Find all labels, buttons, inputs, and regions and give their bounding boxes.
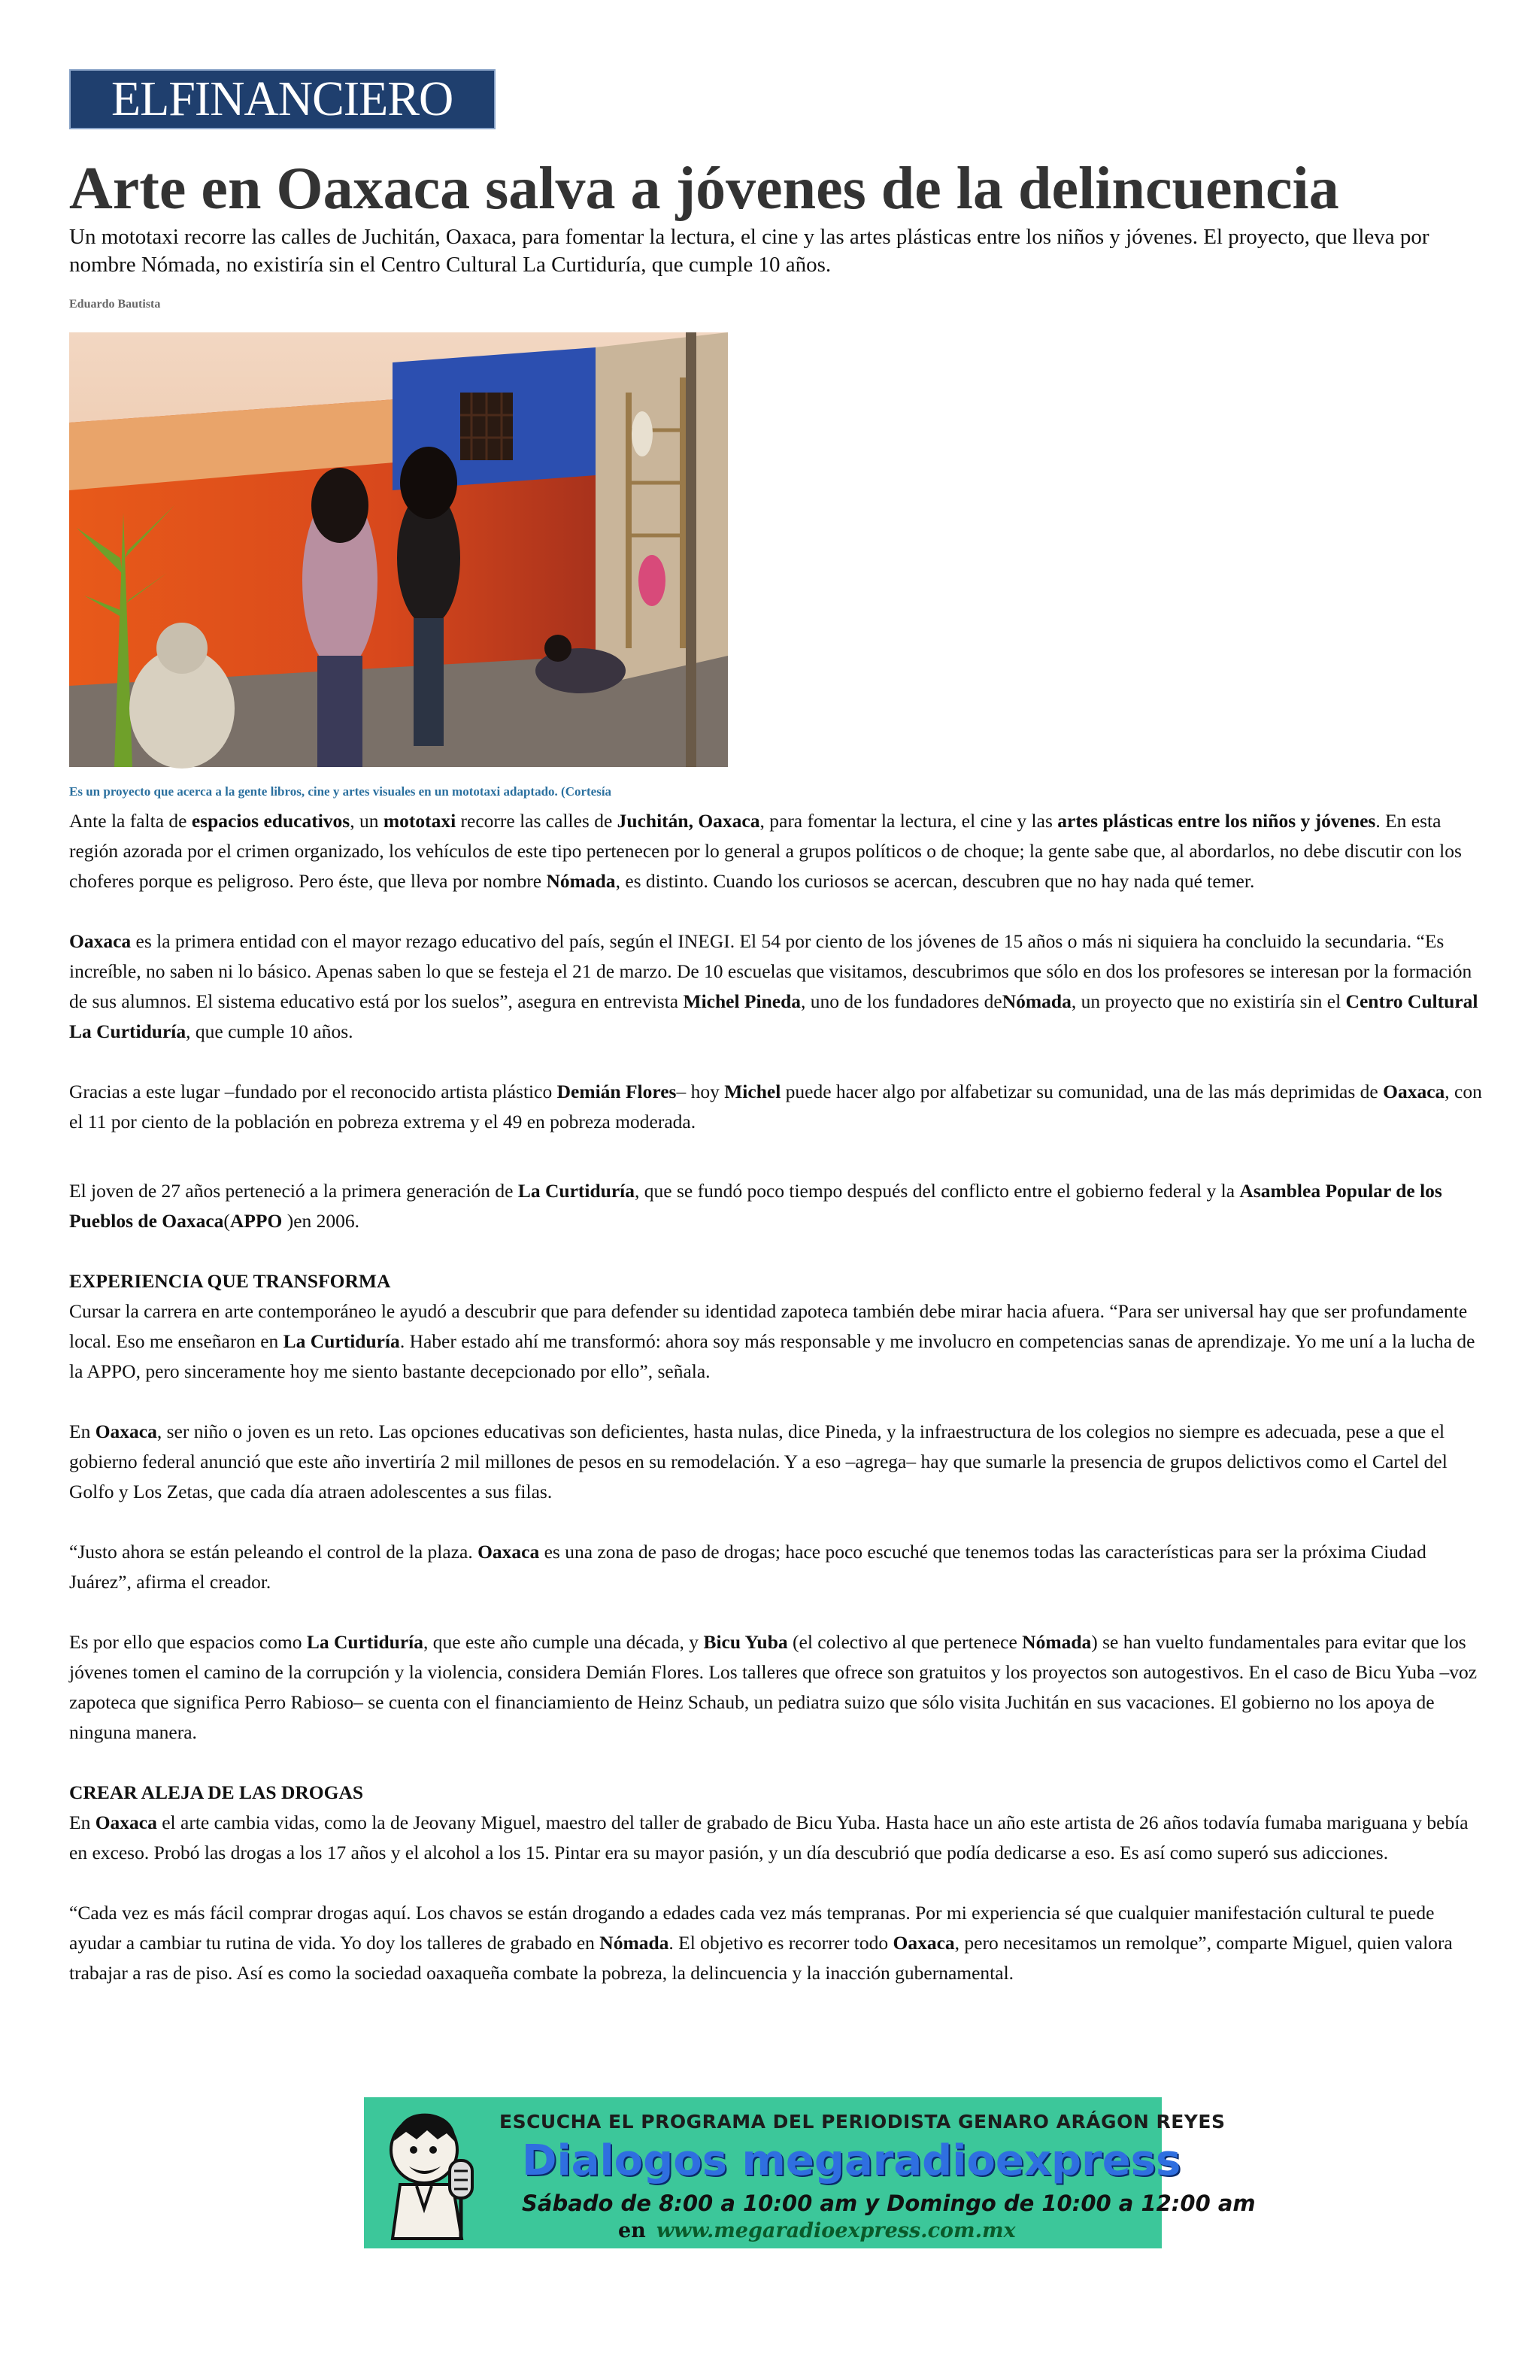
logo-text: ELFINANCIERO <box>111 71 453 126</box>
mural-photo <box>69 332 728 767</box>
section-heading-crear: CREAR ALEJA DE LAS DROGAS <box>69 1781 364 1803</box>
banner-url-prefix: en <box>618 2219 646 2242</box>
radio-program-banner[interactable] <box>364 2097 1256 2248</box>
paragraph: En Oaxaca, ser niño o joven es un reto. Las opciones educativas son deficientes, hasta nulas, dice Pineda, y la infraestructura de los colegios no siempre es adecuada, pese a que el gobierno federal anunció que este año invertiría 2 mil millones de pesos en su remodelación. Y a eso –agrega– hay que sumarle la presencia de grupos delictivos como el Cartel del Golfo y Los Zetas, que cada día atraen adolescentes a sus filas. <box>69 1420 1448 1502</box>
article-byline: Eduardo Bautista <box>69 298 161 311</box>
article-subhead: Un mototaxi recorre las calles de Juchitán, Oaxaca, para fomentar la lectura, el cine y las artes plásticas entre los niños y jóvenes. El proyecto, que lleva por nombre Nómada, no existiría sin el Centro Cultural La Curtiduría, que cumple 10 años. <box>69 225 1429 277</box>
paragraph: Ante la falta de espacios educativos, un mototaxi recorre las calles de Juchitán, Oaxaca, para fomentar la lectura, el cine y las artes plásticas entre los niños y jóvenes. En esta región azorada por el crimen organizado, los vehículos de este tipo pertenecen por lo general a grupos políticos o de choque; la gente sabe que, al abordarlos, no debe discutir con los choferes porque es peligroso. Pero éste, que lleva por nombre Nómada, es distinto. Cuando los curiosos se acercan, descubren que no hay nada qué temer. <box>69 810 1462 892</box>
section-heading-experiencia: EXPERIENCIA QUE TRANSFORMA <box>69 1270 391 1292</box>
banner-url-line <box>618 2219 1016 2242</box>
banner-schedule: Sábado de 8:00 a 10:00 am y Domingo de 10:00 a 12:00 am <box>522 2191 1256 2216</box>
paragraph: En Oaxaca el arte cambia vidas, como la de Jeovany Miguel, maestro del taller de grabado de Bicu Yuba. Hasta hace un año este artista de 26 años todavía fumaba mariguana y bebía en exceso. Probó las drogas a los 17 años y el alcohol a los 15. Pintar era su mayor pasión, y un día descubrió que podía dedicarse a eso. Es así como superó sus adicciones. <box>69 1812 1469 1863</box>
paragraph: Es por ello que espacios como La Curtiduría, que este año cumple una década, y Bicu Yuba (el colectivo al que pertenece Nómada) se han vuelto fundamentales para evitar que los jóvenes tomen el camino de la corrupción y la violencia, considera Demián Flores. Los talleres que ofrece son gratuitos y los proyectos son autogestivos. En el caso de Bicu Yuba –voz zapoteca que significa Perro Rabioso– se cuenta con el financiamiento de Heinz Schaub, un pediatra suizo que sólo visita Juchitán en sus vacaciones. El gobierno no los apoya de ninguna manera. <box>69 1631 1478 1743</box>
article-body <box>69 806 1483 1988</box>
mural-photo-illustration <box>69 332 728 767</box>
banner-top-line: ESCUCHA EL PROGRAMA DEL PERIODISTA GENARO ARÁGON REYES <box>499 2111 1226 2133</box>
microphone-announcer-icon <box>377 2103 490 2242</box>
paragraph: “Cada vez es más fácil comprar drogas aquí. Los chavos se están drogando a edades cada vez más tempranas. Por mi experiencia sé que cualquier manifestación cultural te puede ayudar a cambiar tu rutina de vida. Yo doy los talleres de grabado en Nómada. El objetivo es recorrer todo Oaxaca, pero necesitamos un remolque”, comparte Miguel, quien valora trabajar a ras de piso. Así es como la sociedad oaxaqueña combate la pobreza, la delincuencia y la inacción gubernamental. <box>69 1902 1453 1984</box>
paragraph: “Justo ahora se están peleando el control de la plaza. Oaxaca es una zona de paso de drogas; hace poco escuché que tenemos todas las características para ser la próxima Ciudad Juárez”, afirma el creador. <box>69 1541 1426 1593</box>
banner-url-link[interactable]: www.megaradioexpress.com.mx <box>656 2219 1016 2242</box>
paragraph: Cursar la carrera en arte contemporáneo le ayudó a descubrir que para defender su identidad zapoteca también debe mirar hacia afuera. “Para ser universal hay que ser profundamente local. Eso me enseñaron en La Curtiduría. Haber estado ahí me transformó: ahora soy más responsable y me involucro en competencias sanas de aprendizaje. Yo me uní a la lucha de la APPO, pero sinceramente hoy me siento bastante decepcionado por ello”, señala. <box>69 1300 1475 1382</box>
el-financiero-logo[interactable] <box>69 69 496 129</box>
paragraph: Oaxaca es la primera entidad con el mayor rezago educativo del país, según el INEGI. El 54 por ciento de los jóvenes de 15 años o más ni siquiera ha concluido la secundaria. “Es increíble, no saben ni lo básico. Apenas saben lo que se festeja el 21 de marzo. De 10 escuelas que visitamos, descubrimos que sólo en dos los profesores se interesan por la formación de sus alumnos. El sistema educativo está por los suelos”, asegura en entrevista Michel Pineda, uno de los fundadores deNómada, un proyecto que no existiría sin el Centro Cultural La Curtiduría, que cumple 10 años. <box>69 930 1478 1042</box>
banner-title: Dialogos megaradioexpress <box>522 2136 1181 2185</box>
photo-caption: Es un proyecto que acerca a la gente libros, cine y artes visuales en un mototaxi adaptado. (Cortesía <box>69 784 612 799</box>
paragraph: Gracias a este lugar –fundado por el reconocido artista plástico Demián Flores– hoy Michel puede hacer algo por alfabetizar su comunidad, una de las más deprimidas de Oaxaca, con el 11 por ciento de la población en pobreza extrema y el 49 en pobreza moderada. <box>69 1081 1482 1132</box>
article-headline: Arte en Oaxaca salva a jóvenes de la delincuencia <box>69 156 1339 222</box>
paragraph: El joven de 27 años perteneció a la primera generación de La Curtiduría, que se fundó poco tiempo después del conflicto entre el gobierno federal y la Asamblea Popular de los Pueblos de Oaxaca(APPO )en 2006. <box>69 1180 1442 1232</box>
